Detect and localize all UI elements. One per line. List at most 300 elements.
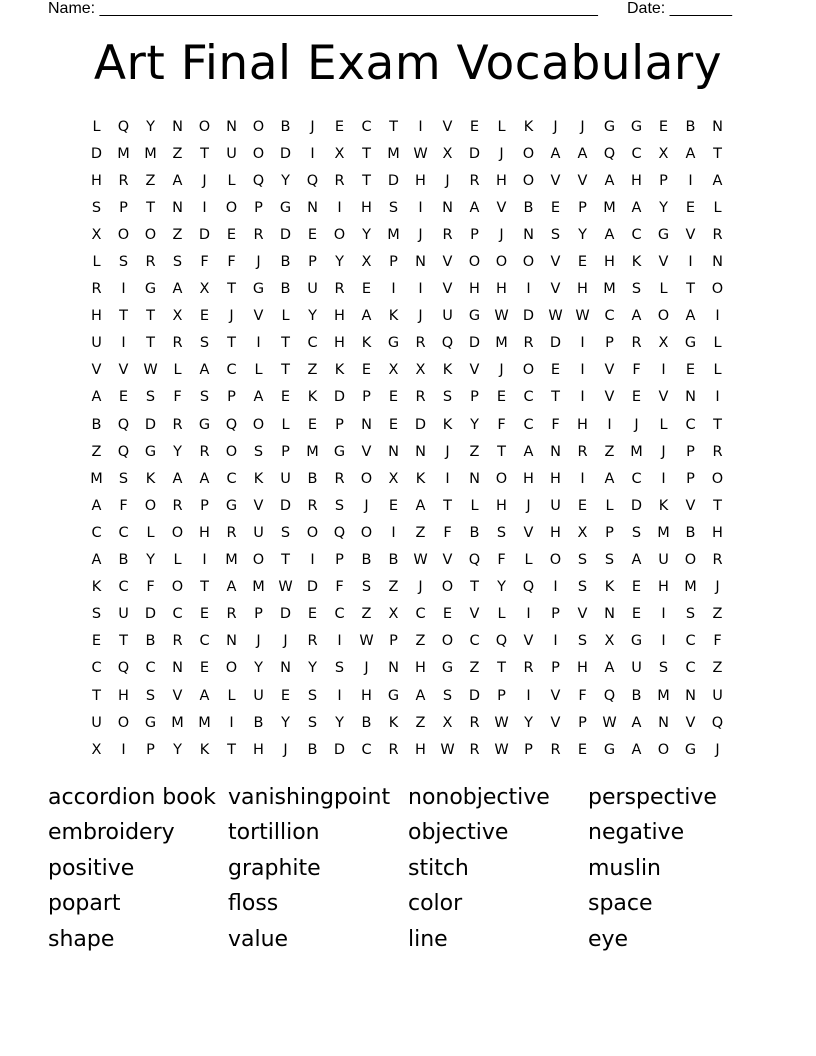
grid-letter: W: [440, 741, 455, 758]
grid-letter: O: [225, 660, 238, 677]
grid-letter: I: [337, 199, 342, 216]
grid-letter: K: [415, 470, 426, 487]
grid-letter: O: [144, 497, 157, 514]
grid-letter: X: [658, 145, 669, 162]
grid-letter: Y: [173, 741, 182, 758]
grid-letter: A: [415, 497, 426, 514]
grid-letter: J: [256, 254, 261, 271]
grid-letter: L: [281, 416, 290, 433]
grid-letter: D: [414, 416, 427, 433]
grid-letter: Z: [172, 145, 183, 162]
vocabulary-word: eye: [588, 926, 629, 952]
grid-letter: K: [388, 308, 399, 325]
grid-letter: D: [387, 172, 400, 189]
grid-letter: S: [118, 470, 129, 487]
grid-letter: T: [713, 497, 722, 514]
grid-letter: T: [146, 308, 155, 325]
grid-letter: R: [712, 552, 723, 569]
grid-letter: B: [361, 552, 372, 569]
vocabulary-word: space: [588, 891, 653, 917]
grid-letter: H: [199, 524, 210, 541]
grid-letter: Q: [522, 579, 535, 596]
grid-letter: P: [308, 254, 317, 271]
grid-letter: P: [686, 470, 695, 487]
grid-letter: D: [279, 226, 292, 243]
grid-letter: R: [172, 497, 183, 514]
grid-letter: O: [549, 552, 562, 569]
vocabulary-word: nonobjective: [408, 784, 550, 810]
grid-letter: D: [90, 145, 103, 162]
grid-letter: R: [577, 443, 588, 460]
word-list-row: [48, 887, 788, 923]
grid-letter: K: [631, 254, 642, 271]
grid-letter: K: [334, 362, 345, 379]
grid-letter: A: [199, 362, 210, 379]
grid-letter: X: [577, 524, 588, 541]
grid-letter: Z: [361, 606, 372, 623]
grid-letter: M: [684, 579, 697, 596]
grid-letter: O: [360, 524, 373, 541]
grid-letter: S: [550, 226, 561, 243]
grid-letter: I: [310, 145, 315, 162]
letter-grid: [83, 113, 731, 763]
grid-letter: O: [441, 579, 454, 596]
grid-letter: U: [91, 335, 102, 352]
grid-letter: E: [442, 606, 453, 623]
grid-letter: E: [199, 660, 210, 677]
grid-letter: S: [172, 254, 183, 271]
grid-letter: M: [657, 687, 670, 704]
grid-letter: X: [388, 470, 399, 487]
grid-letter: T: [92, 687, 101, 704]
grid-letter: O: [252, 416, 265, 433]
grid-letter: L: [659, 281, 668, 298]
grid-letter: W: [494, 308, 509, 325]
grid-letter: W: [359, 633, 374, 650]
grid-letter: M: [252, 579, 265, 596]
grid-letter: L: [173, 362, 182, 379]
grid-letter: J: [418, 226, 423, 243]
grid-letter: D: [468, 335, 481, 352]
grid-letter: J: [661, 443, 666, 460]
grid-letter: O: [495, 470, 508, 487]
grid-letter: T: [227, 335, 236, 352]
grid-letter: T: [227, 281, 236, 298]
grid-letter: R: [523, 335, 534, 352]
grid-letter: K: [91, 579, 102, 596]
grid-letter: R: [442, 226, 453, 243]
grid-letter: Y: [308, 308, 317, 325]
grid-letter: Z: [415, 714, 426, 731]
grid-letter: X: [388, 362, 399, 379]
grid-letter: M: [171, 714, 184, 731]
grid-letter: K: [145, 470, 156, 487]
grid-letter: O: [252, 552, 265, 569]
grid-letter: A: [523, 443, 534, 460]
grid-letter: K: [658, 497, 669, 514]
grid-letter: R: [91, 281, 102, 298]
word-list-row: [48, 816, 788, 852]
grid-letter: P: [605, 524, 614, 541]
grid-letter: Q: [603, 687, 616, 704]
grid-letter: D: [144, 606, 157, 623]
grid-letter: I: [229, 714, 234, 731]
grid-letter: P: [551, 606, 560, 623]
grid-letter: U: [118, 606, 129, 623]
grid-letter: R: [334, 172, 345, 189]
grid-row: [83, 113, 731, 140]
grid-letter: M: [117, 145, 130, 162]
grid-letter: B: [685, 118, 696, 135]
grid-letter: G: [387, 335, 400, 352]
grid-letter: V: [550, 687, 561, 704]
grid-letter: I: [526, 606, 531, 623]
grid-letter: I: [553, 579, 558, 596]
grid-letter: E: [91, 633, 102, 650]
vocabulary-word: floss: [228, 891, 279, 917]
grid-letter: S: [145, 389, 156, 406]
grid-letter: N: [442, 199, 453, 216]
grid-letter: N: [361, 416, 372, 433]
grid-letter: Z: [604, 443, 615, 460]
grid-letter: J: [715, 579, 720, 596]
grid-letter: M: [306, 443, 319, 460]
grid-letter: H: [577, 281, 588, 298]
grid-letter: E: [280, 687, 291, 704]
grid-letter: O: [684, 552, 697, 569]
grid-letter: V: [253, 497, 264, 514]
grid-letter: L: [713, 362, 722, 379]
grid-letter: E: [361, 362, 372, 379]
grid-letter: X: [415, 362, 426, 379]
grid-letter: R: [226, 606, 237, 623]
grid-letter: V: [523, 524, 534, 541]
grid-letter: M: [387, 145, 400, 162]
vocabulary-word: color: [408, 891, 463, 917]
grid-letter: C: [145, 660, 156, 677]
grid-letter: E: [361, 281, 372, 298]
grid-row: [83, 519, 731, 546]
grid-letter: S: [307, 687, 318, 704]
grid-letter: A: [685, 145, 696, 162]
grid-letter: Z: [469, 443, 480, 460]
grid-letter: Y: [335, 254, 344, 271]
grid-letter: S: [91, 199, 102, 216]
grid-letter: E: [388, 389, 399, 406]
grid-letter: Z: [145, 172, 156, 189]
grid-letter: I: [607, 416, 612, 433]
grid-letter: R: [172, 416, 183, 433]
grid-letter: T: [281, 362, 290, 379]
grid-letter: S: [334, 497, 345, 514]
grid-letter: W: [548, 308, 563, 325]
grid-letter: V: [442, 552, 453, 569]
grid-letter: E: [307, 606, 318, 623]
grid-letter: D: [468, 687, 481, 704]
grid-letter: Y: [254, 660, 263, 677]
grid-letter: J: [634, 416, 639, 433]
grid-letter: T: [470, 579, 479, 596]
grid-letter: B: [253, 714, 264, 731]
vocabulary-word: perspective: [588, 784, 717, 810]
grid-letter: J: [499, 226, 504, 243]
grid-row: [83, 221, 731, 248]
vocabulary-word: shape: [48, 926, 115, 952]
grid-letter: B: [280, 118, 291, 135]
grid-letter: T: [497, 660, 506, 677]
grid-letter: Y: [362, 226, 371, 243]
grid-letter: V: [685, 714, 696, 731]
grid-letter: T: [146, 335, 155, 352]
grid-letter: A: [604, 226, 615, 243]
grid-letter: Y: [659, 199, 668, 216]
grid-letter: N: [307, 199, 318, 216]
grid-letter: N: [523, 226, 534, 243]
vocabulary-word: popart: [48, 891, 121, 917]
grid-letter: J: [715, 741, 720, 758]
grid-letter: I: [580, 362, 585, 379]
grid-row: [83, 248, 731, 275]
grid-letter: J: [256, 633, 261, 650]
grid-letter: Z: [712, 606, 723, 623]
grid-letter: H: [91, 308, 102, 325]
grid-letter: U: [550, 497, 561, 514]
grid-letter: H: [253, 741, 264, 758]
grid-letter: K: [604, 579, 615, 596]
grid-letter: M: [387, 226, 400, 243]
grid-letter: R: [388, 741, 399, 758]
grid-letter: O: [711, 281, 724, 298]
grid-letter: H: [523, 470, 534, 487]
grid-letter: P: [497, 687, 506, 704]
grid-letter: U: [253, 524, 264, 541]
grid-letter: A: [550, 145, 561, 162]
grid-letter: U: [253, 687, 264, 704]
grid-letter: C: [685, 416, 696, 433]
grid-letter: Q: [117, 443, 130, 460]
grid-letter: T: [551, 389, 560, 406]
grid-letter: R: [172, 633, 183, 650]
grid-letter: G: [144, 281, 157, 298]
grid-letter: U: [280, 470, 291, 487]
grid-letter: A: [631, 741, 642, 758]
grid-letter: U: [226, 145, 237, 162]
grid-letter: D: [549, 335, 562, 352]
grid-letter: A: [172, 172, 183, 189]
grid-letter: C: [226, 470, 237, 487]
grid-letter: V: [577, 606, 588, 623]
grid-letter: E: [631, 606, 642, 623]
grid-letter: C: [604, 308, 615, 325]
grid-letter: U: [307, 281, 318, 298]
grid-letter: J: [499, 362, 504, 379]
grid-letter: G: [198, 416, 211, 433]
grid-letter: J: [283, 633, 288, 650]
grid-letter: E: [685, 199, 696, 216]
grid-letter: N: [172, 660, 183, 677]
grid-letter: S: [118, 254, 129, 271]
grid-letter: O: [171, 579, 184, 596]
grid-letter: H: [496, 281, 507, 298]
grid-letter: E: [550, 362, 561, 379]
grid-letter: T: [281, 335, 290, 352]
grid-letter: R: [334, 281, 345, 298]
grid-letter: T: [200, 579, 209, 596]
grid-letter: E: [199, 606, 210, 623]
grid-row: [83, 574, 731, 601]
grid-letter: M: [603, 199, 616, 216]
grid-letter: L: [227, 687, 236, 704]
grid-letter: H: [361, 199, 372, 216]
grid-letter: G: [333, 443, 346, 460]
grid-letter: Y: [173, 443, 182, 460]
grid-letter: C: [631, 226, 642, 243]
grid-letter: Y: [470, 416, 479, 433]
grid-letter: R: [226, 524, 237, 541]
grid-letter: A: [604, 660, 615, 677]
grid-letter: Y: [281, 714, 290, 731]
grid-letter: J: [364, 660, 369, 677]
grid-letter: H: [550, 470, 561, 487]
grid-letter: C: [172, 606, 183, 623]
grid-letter: J: [229, 308, 234, 325]
grid-letter: B: [388, 552, 399, 569]
grid-letter: W: [494, 741, 509, 758]
grid-letter: K: [253, 470, 264, 487]
grid-letter: G: [630, 118, 643, 135]
grid-letter: Y: [578, 226, 587, 243]
grid-letter: P: [578, 199, 587, 216]
grid-letter: K: [388, 714, 399, 731]
grid-letter: X: [334, 145, 345, 162]
grid-row: [83, 628, 731, 655]
grid-letter: E: [685, 362, 696, 379]
grid-letter: H: [415, 741, 426, 758]
grid-letter: A: [415, 687, 426, 704]
grid-letter: E: [334, 118, 345, 135]
grid-letter: I: [256, 335, 261, 352]
grid-letter: E: [577, 497, 588, 514]
grid-letter: P: [605, 335, 614, 352]
grid-letter: Q: [225, 416, 238, 433]
grid-letter: P: [119, 199, 128, 216]
grid-letter: V: [523, 633, 534, 650]
vocabulary-word: positive: [48, 855, 135, 881]
grid-letter: O: [144, 226, 157, 243]
grid-letter: J: [580, 118, 585, 135]
grid-letter: A: [604, 470, 615, 487]
grid-letter: L: [92, 254, 101, 271]
grid-letter: Y: [146, 552, 155, 569]
grid-letter: C: [307, 335, 318, 352]
grid-letter: F: [551, 416, 560, 433]
grid-letter: C: [631, 470, 642, 487]
grid-letter: H: [658, 579, 669, 596]
grid-letter: V: [550, 714, 561, 731]
grid-letter: I: [661, 606, 666, 623]
grid-letter: P: [254, 606, 263, 623]
grid-letter: O: [333, 226, 346, 243]
grid-letter: V: [469, 606, 480, 623]
grid-row: [83, 655, 731, 682]
grid-letter: C: [415, 606, 426, 623]
grid-row: [83, 194, 731, 221]
grid-letter: C: [523, 389, 534, 406]
grid-letter: G: [684, 335, 697, 352]
grid-letter: S: [577, 633, 588, 650]
grid-letter: F: [497, 552, 506, 569]
grid-letter: F: [200, 254, 209, 271]
grid-letter: N: [685, 687, 696, 704]
grid-letter: F: [443, 524, 452, 541]
grid-letter: N: [415, 443, 426, 460]
grid-letter: O: [252, 118, 265, 135]
grid-letter: T: [281, 552, 290, 569]
grid-letter: U: [631, 660, 642, 677]
grid-letter: G: [603, 118, 616, 135]
grid-letter: O: [522, 145, 535, 162]
grid-letter: N: [172, 199, 183, 216]
grid-letter: I: [418, 199, 423, 216]
grid-letter: H: [415, 172, 426, 189]
grid-letter: D: [198, 226, 211, 243]
grid-letter: N: [604, 606, 615, 623]
grid-letter: J: [499, 145, 504, 162]
grid-letter: C: [91, 660, 102, 677]
grid-letter: J: [310, 118, 315, 135]
grid-letter: A: [226, 579, 237, 596]
grid-letter: S: [388, 199, 399, 216]
grid-row: [83, 682, 731, 709]
grid-letter: V: [496, 199, 507, 216]
grid-letter: W: [602, 714, 617, 731]
grid-letter: I: [202, 199, 207, 216]
grid-letter: O: [117, 226, 130, 243]
grid-letter: Z: [388, 579, 399, 596]
grid-letter: T: [119, 308, 128, 325]
grid-letter: A: [469, 199, 480, 216]
grid-letter: V: [253, 308, 264, 325]
grid-letter: O: [522, 362, 535, 379]
grid-letter: R: [415, 389, 426, 406]
grid-letter: I: [202, 552, 207, 569]
grid-letter: K: [442, 416, 453, 433]
grid-letter: W: [413, 145, 428, 162]
vocabulary-word: negative: [588, 820, 685, 846]
grid-letter: G: [252, 281, 265, 298]
grid-letter: S: [199, 389, 210, 406]
grid-letter: B: [523, 199, 534, 216]
grid-letter: I: [121, 335, 126, 352]
grid-letter: Q: [711, 714, 724, 731]
grid-letter: J: [553, 118, 558, 135]
grid-letter: E: [631, 389, 642, 406]
grid-letter: V: [550, 254, 561, 271]
grid-letter: T: [200, 145, 209, 162]
grid-letter: G: [441, 660, 454, 677]
grid-letter: B: [361, 714, 372, 731]
grid-letter: R: [415, 335, 426, 352]
grid-letter: H: [334, 335, 345, 352]
grid-letter: R: [334, 470, 345, 487]
grid-letter: P: [389, 254, 398, 271]
grid-letter: V: [577, 172, 588, 189]
grid-letter: P: [524, 741, 533, 758]
grid-letter: H: [91, 172, 102, 189]
name-field-label: Name: ________________________________________________________: [48, 0, 598, 17]
grid-letter: R: [469, 172, 480, 189]
grid-letter: R: [469, 714, 480, 731]
